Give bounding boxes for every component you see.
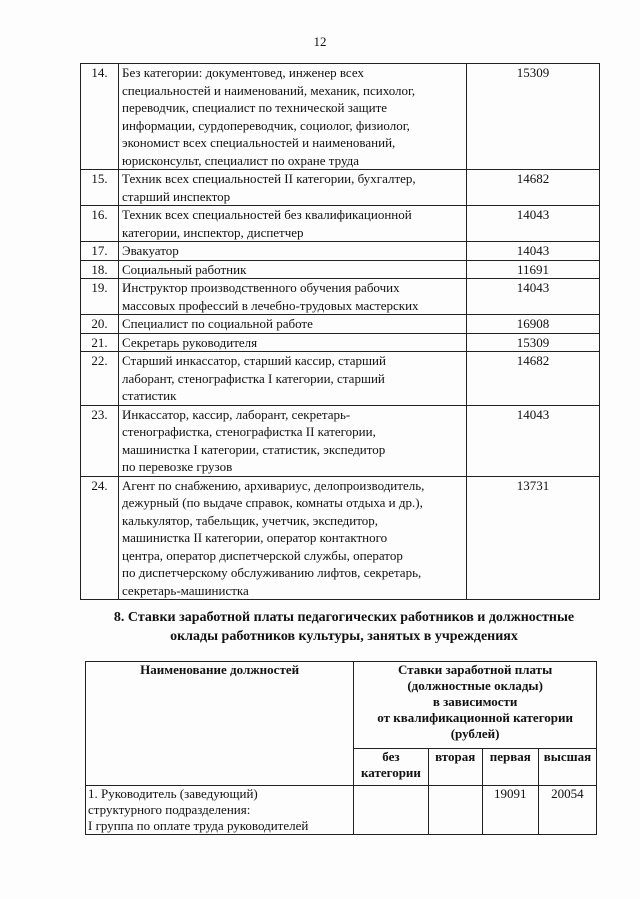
rate-second — [428, 786, 482, 835]
table-row — [81, 476, 600, 600]
table-row — [81, 315, 600, 334]
rates-header-line: (рублей) — [450, 726, 500, 741]
salary-value: 15309 — [467, 333, 600, 352]
row-number: 18. — [81, 260, 119, 279]
description-line: Социальный работник — [122, 261, 247, 277]
row-number: 23. — [81, 405, 119, 476]
table-row — [81, 333, 600, 352]
row-number: 16. — [81, 206, 119, 242]
description-line: Без категории: документовед, инженер всех — [122, 65, 364, 80]
description-line: Техник всех специальностей II категории, бухгалтер, — [122, 171, 416, 186]
col-no-category-line: без — [382, 749, 400, 764]
row-number: 22. — [81, 352, 119, 406]
description-line: статистик — [122, 388, 177, 403]
description-line: Инструктор производственного обучения рабочих — [122, 280, 400, 295]
description-line: Эвакуатор — [122, 243, 179, 258]
table-row — [81, 64, 600, 170]
col-highest: высшая — [538, 749, 596, 786]
rate-first: 19091 — [482, 786, 538, 835]
description-line: Секретарь руководителя — [122, 334, 258, 350]
position-name-line: структурного подразделения: — [88, 802, 251, 817]
description-line: калькулятор, табельщик, учетчик, экспедитор, — [122, 512, 379, 528]
salary-value: 14043 — [467, 242, 600, 261]
salary-value: 11691 — [467, 260, 600, 279]
col-no-category — [354, 749, 428, 786]
position-description — [119, 476, 467, 600]
description-line: Специалист по социальной работе — [122, 316, 313, 331]
position-description — [119, 206, 467, 242]
salary-value: 16908 — [467, 315, 600, 334]
table-row — [81, 405, 600, 476]
description-line: массовых профессий в лечебно-трудовых мастерских — [122, 297, 419, 313]
salary-value: 14043 — [467, 206, 600, 242]
row-number: 14. — [81, 64, 119, 170]
position-description — [119, 333, 467, 352]
table-row — [81, 279, 600, 315]
row-number: 20. — [81, 315, 119, 334]
page-number: 12 — [313, 34, 327, 49]
salary-table — [80, 63, 600, 600]
table-row — [81, 352, 600, 406]
table-row — [81, 260, 600, 279]
rate-highest: 20054 — [538, 786, 596, 835]
description-line: старший инспектор — [122, 188, 231, 204]
positions-header: Наименование должностей — [86, 662, 354, 786]
salary-value: 15309 — [467, 64, 600, 170]
table-row — [81, 206, 600, 242]
description-line: по перевозке грузов — [122, 459, 233, 474]
description-line: машинистка II категории, оператор контактного — [122, 530, 388, 545]
description-line: лаборант, стенографистка I категории, старший — [122, 370, 385, 386]
position-name-line: I группа по оплате труда руководителей — [88, 818, 309, 833]
section-heading — [84, 608, 604, 646]
row-number: 17. — [81, 242, 119, 261]
description-line: Агент по снабжению, архивариус, делопроизводитель, — [122, 477, 425, 493]
description-line: Инкассатор, кассир, лаборант, секретарь- — [122, 406, 351, 422]
description-line: категории, инспектор, диспетчер — [122, 224, 304, 240]
row-number: 24. — [81, 476, 119, 600]
description-line: юрисконсульт, специалист по охране труда — [122, 152, 360, 168]
description-line: по диспетчерскому обслуживанию лифтов, секретарь, — [122, 565, 422, 580]
rates-header-line: (должностные оклады) — [407, 678, 543, 693]
table-row — [81, 170, 600, 206]
description-line: специальностей и наименований, механик, психолог, — [122, 82, 416, 98]
rates-header-line: от квалификационной категории — [377, 710, 573, 725]
row-number: 21. — [81, 333, 119, 352]
position-name — [86, 786, 354, 835]
position-description — [119, 260, 467, 279]
position-description — [119, 242, 467, 261]
salary-value: 14043 — [467, 405, 600, 476]
table2-header-row — [86, 662, 597, 749]
description-line: секретарь-машинистка — [122, 582, 249, 598]
pedagogical-salary-table — [85, 661, 597, 835]
table-row — [81, 242, 600, 261]
rates-header-line: в зависимости — [432, 694, 518, 709]
position-description — [119, 405, 467, 476]
description-line: информации, сурдопереводчик, социолог, физиолог, — [122, 117, 410, 133]
salary-value: 14043 — [467, 279, 600, 315]
position-description — [119, 170, 467, 206]
rates-header — [354, 662, 597, 749]
position-name-line: 1. Руководитель (заведующий) — [88, 786, 258, 801]
position-description — [119, 279, 467, 315]
section-heading-line-1: 8. Ставки заработной платы педагогических работников и должностные — [113, 610, 575, 625]
row-number: 19. — [81, 279, 119, 315]
col-second: вторая — [428, 749, 482, 786]
salary-value: 14682 — [467, 352, 600, 406]
position-description — [119, 315, 467, 334]
position-description — [119, 352, 467, 406]
description-line: дежурный (по выдаче справок, комнаты отдыха и др.), — [122, 495, 423, 510]
rate-no-category — [354, 786, 428, 835]
section-heading-line-2: оклады работников культуры, занятых в учреждениях — [170, 629, 518, 644]
col-first: первая — [482, 749, 538, 786]
description-line: переводчик, специалист по технической защите — [122, 100, 388, 115]
salary-value: 14682 — [467, 170, 600, 206]
description-line: машинистка I категории, статистик, экспедитор — [122, 441, 386, 457]
description-line: экономист всех специальностей и наименований, — [122, 135, 396, 150]
description-line: центра, оператор диспетчерской службы, оператор — [122, 547, 403, 563]
description-line: стенографистка, стенографистка II категории, — [122, 424, 376, 439]
rates-header-line: Ставки заработной платы — [398, 662, 553, 677]
position-description — [119, 64, 467, 170]
row-number: 15. — [81, 170, 119, 206]
description-line: Техник всех специальностей без квалификационной — [122, 207, 412, 222]
table2-row — [86, 786, 597, 835]
description-line: Старший инкассатор, старший кассир, старший — [122, 353, 386, 368]
col-no-category-line: категории — [361, 765, 421, 780]
salary-value: 13731 — [467, 476, 600, 600]
